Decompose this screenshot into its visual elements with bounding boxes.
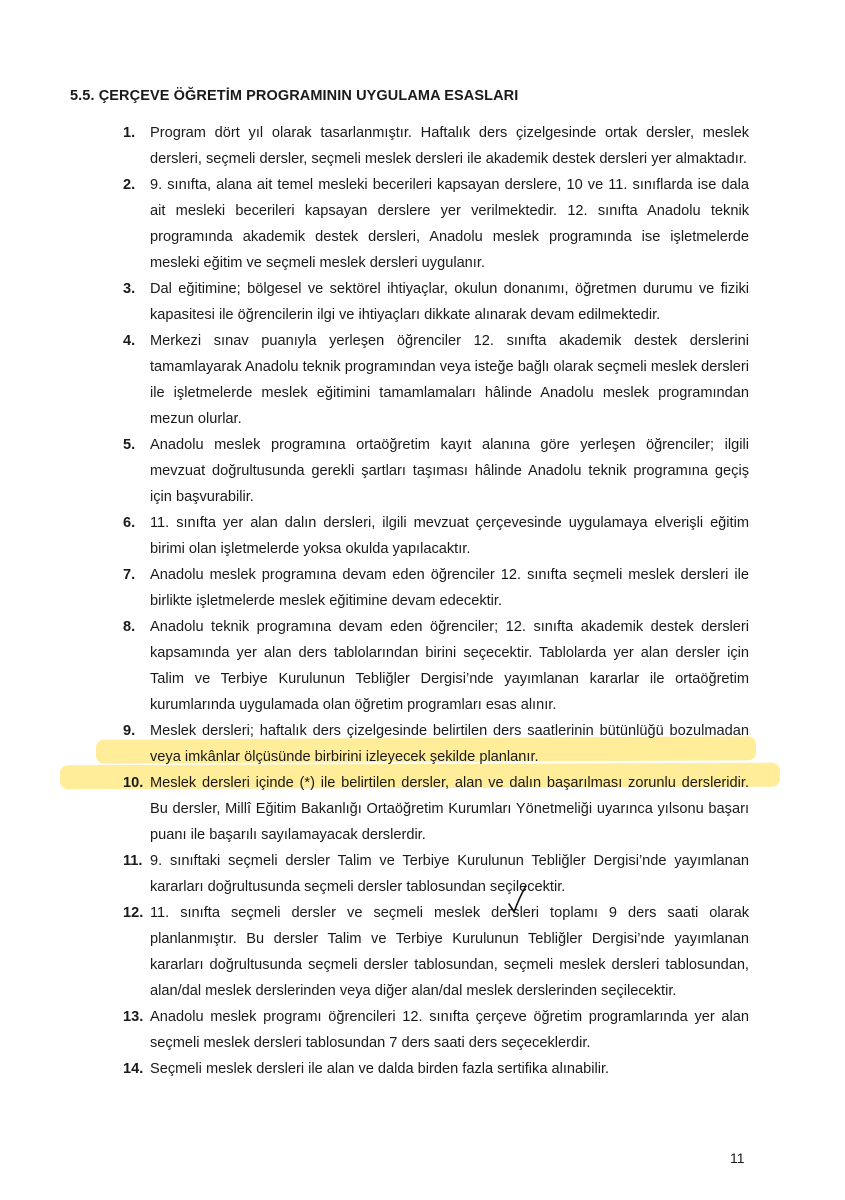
list-item — [0, 432, 845, 510]
item-text: Dal eğitimine; bölgesel ve sektörel ihtiyaçlar, okulun donanımı, öğretmen durumu ve fiziki kapasitesi ile öğrencilerin ilgi ve ihtiyaçları dikkate alınarak devam edilmektedir. — [150, 281, 749, 323]
item-text: Meslek dersleri; haftalık ders çizelgesinde belirtilen ders saatlerinin bütünlüğü bozulmadan veya imkânlar ölçüsünde birbirini izleyecek şekilde planlanır. — [150, 723, 749, 765]
list-item — [0, 510, 845, 562]
item-text: Anadolu teknik programına devam eden öğrenciler; 12. sınıfta akademik destek dersleri kapsamında yer alan ders tablolarından birini seçecektir. Tablolarda yer alan dersler için Talim ve Terbiye Kurulunun Tebliğler Dergisi’nde yayımlanan kararlar ile ortaöğretim kurumlarında uygulamada olan öğretim programları esas alınır. — [150, 619, 749, 713]
item-text: 9. sınıfta, alana ait temel mesleki becerileri kapsayan derslere, 10 ve 11. sınıflarda ise dala ait mesleki becerileri kapsayan derslere yer verilmektedir. 12. sınıfta Anadolu teknik programında akademik destek dersleri, Anadolu meslek programında ise işletmelerde mesleki eğitim ve seçmeli meslek dersleri uygulanır. — [150, 177, 749, 271]
list-item — [0, 328, 845, 432]
item-text: 11. sınıfta yer alan dalın dersleri, ilgili mevzuat çerçevesinde uygulamaya elverişli eğitim birimi olan işletmelerde yoksa okulda yapılacaktır. — [150, 515, 749, 557]
item-number: 7. — [123, 567, 136, 583]
item-number: 2. — [123, 177, 136, 193]
item-number: 14. — [123, 1061, 144, 1077]
list-item — [0, 562, 845, 614]
guideline-list — [0, 120, 845, 1082]
item-number: 11. — [123, 853, 143, 869]
page-number: 11 — [730, 1150, 745, 1166]
list-item — [0, 900, 845, 1004]
item-number: 3. — [123, 281, 136, 297]
item-number: 9. — [123, 723, 136, 739]
list-item — [0, 120, 845, 172]
item-text: Seçmeli meslek dersleri ile alan ve dalda birden fazla sertifika alınabilir. — [150, 1061, 610, 1077]
item-number: 12. — [123, 905, 144, 921]
item-text: 9. sınıftaki seçmeli dersler Talim ve Terbiye Kurulunun Tebliğler Dergisi’nde yayımlanan kararları doğrultusunda seçmeli dersler tablosundan seçilecektir. — [150, 853, 749, 895]
list-item — [0, 614, 845, 718]
item-number: 5. — [123, 437, 136, 453]
list-item — [0, 770, 845, 848]
list-item — [0, 848, 845, 900]
list-item — [0, 1004, 845, 1056]
item-number: 4. — [123, 333, 136, 349]
item-text: Anadolu meslek programına devam eden öğrenciler 12. sınıfta seçmeli meslek dersleri ile birlikte işletmelerde meslek eğitimine devam edecektir. — [150, 567, 749, 609]
item-text: Meslek dersleri içinde (*) ile belirtilen dersler, alan ve dalın başarılması zorunlu dersleridir. Bu dersler, Millî Eğitim Bakanlığı Ortaöğretim Kurumları Yönetmeliği uyarınca yılsonu başarı puanı ile başarılı sayılamayacak derslerdir. — [150, 775, 749, 843]
item-text: Anadolu meslek programı öğrencileri 12. sınıfta çerçeve öğretim programlarında yer alan seçmeli meslek dersleri tablosundan 7 ders saati ders seçeceklerdir. — [150, 1009, 749, 1051]
list-item-highlighted — [0, 718, 845, 770]
item-text: Program dört yıl olarak tasarlanmıştır. Haftalık ders çizelgesinde ortak dersler, meslek dersleri, seçmeli dersler, seçmeli meslek dersleri ile akademik destek dersleri yer almaktadır. — [150, 125, 749, 167]
list-item — [0, 172, 845, 276]
item-number: 13. — [123, 1009, 144, 1025]
section-heading: 5.5. ÇERÇEVE ÖĞRETİM PROGRAMININ UYGULAMA ESASLARI — [70, 88, 519, 104]
item-text: 11. sınıfta seçmeli dersler ve seçmeli meslek dersleri toplamı 9 ders saati olarak planlanmıştır. Bu dersler Talim ve Terbiye Kurulunun Tebliğler Dergisi’nde yayımlanan kararları doğrultusunda seçmeli dersler tablosundan, seçmeli meslek dersleri tablosundan, alan/dal meslek derslerinden veya diğer alan/dal meslek derslerinden seçilecektir. — [150, 905, 749, 999]
handwritten-check-mark — [506, 884, 528, 914]
item-number: 8. — [123, 619, 136, 635]
list-item — [0, 276, 845, 328]
item-number: 10. — [123, 775, 144, 791]
item-number: 1. — [123, 125, 136, 141]
list-item — [0, 1056, 845, 1082]
item-text: Anadolu meslek programına ortaöğretim kayıt alanına göre yerleşen öğrenciler; ilgili mevzuat doğrultusunda gerekli şartları taşıması hâlinde Anadolu teknik programına geçiş için başvurabilir. — [150, 437, 749, 505]
item-text: Merkezi sınav puanıyla yerleşen öğrenciler 12. sınıfta akademik destek derslerini tamamlayarak Anadolu teknik programından veya isteğe bağlı olarak seçmeli meslek dersleri ile işletmelerde meslek eğitimini tamamlamaları hâlinde Anadolu meslek programından mezun olurlar. — [150, 333, 749, 427]
item-number: 6. — [123, 515, 136, 531]
